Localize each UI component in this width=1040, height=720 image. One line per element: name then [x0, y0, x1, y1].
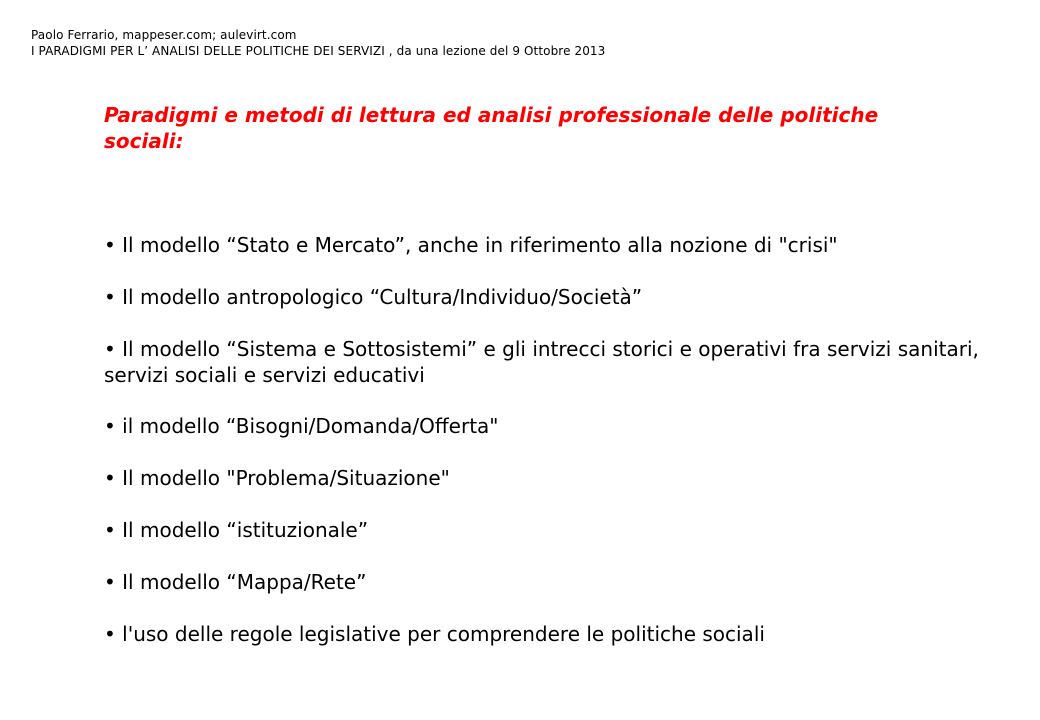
- bullet-icon: •: [104, 570, 116, 594]
- list-item: [104, 621, 1004, 647]
- bullet-icon: •: [104, 466, 116, 490]
- list-item: [104, 284, 1004, 310]
- bullet-icon: •: [104, 622, 116, 646]
- bullet-icon: •: [104, 285, 116, 309]
- list-item-text: Il modello “istituzionale”: [122, 518, 369, 542]
- list-item: [104, 413, 1004, 439]
- paradigm-list: [104, 232, 1004, 673]
- list-item-text: l'uso delle regole legislative per comprendere le politiche sociali: [122, 622, 765, 646]
- header-author-line: Paolo Ferrario, mappeser.com; aulevirt.com: [31, 28, 297, 42]
- bullet-icon: •: [104, 518, 116, 542]
- list-item-text: Il modello “Stato e Mercato”, anche in riferimento alla nozione di "crisi": [122, 233, 838, 257]
- list-item: [104, 336, 1004, 388]
- bullet-icon: •: [104, 233, 116, 257]
- list-item-text: Il modello “Mappa/Rete”: [122, 570, 367, 594]
- bullet-icon: •: [104, 414, 116, 438]
- list-item-text: Il modello "Problema/Situazione": [122, 466, 450, 490]
- list-item: [104, 232, 1004, 258]
- header-lecture-line: I PARADIGMI PER L’ ANALISI DELLE POLITICHE DEI SERVIZI , da una lezione del 9 Ottobre 2013: [31, 44, 606, 58]
- list-item-text: il modello “Bisogni/Domanda/Offerta": [122, 414, 499, 438]
- list-item-text: Il modello antropologico “Cultura/Individuo/Società”: [122, 285, 643, 309]
- list-item: [104, 465, 1004, 491]
- document-header: [31, 27, 605, 59]
- list-item-text: Il modello “Sistema e Sottosistemi” e gli intrecci storici e operativi fra servizi sanitari, servizi sociali e servizi educativi: [104, 337, 979, 387]
- bullet-icon: •: [104, 337, 116, 361]
- list-item: [104, 517, 1004, 543]
- slide-title: Paradigmi e metodi di lettura ed analisi professionale delle politiche sociali:: [104, 103, 879, 153]
- list-item: [104, 569, 1004, 595]
